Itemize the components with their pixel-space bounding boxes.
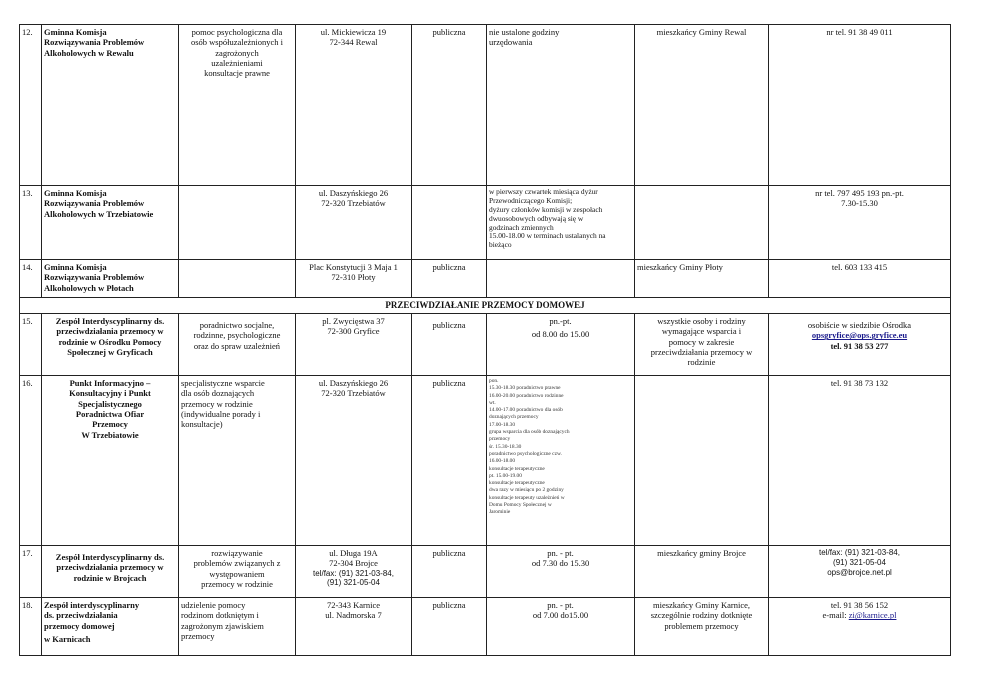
row-number: 13. (20, 186, 42, 260)
section-row (20, 298, 951, 314)
recipients: mieszkańcy Gminy Karnice, szczególnie rodziny dotknięte problemem przemocy (635, 598, 769, 656)
opening-hours: pn.-pt. od 8.00 do 15.00 (487, 314, 635, 376)
address: ul. Daszyńskiego 26 72-320 Trzebiatów (296, 186, 412, 260)
email-link[interactable]: zi@karnice.pl (848, 610, 897, 621)
row-number: 17. (20, 546, 42, 598)
institution-name: Gminna Komisja Rozwiązywania Problemów Alkoholowych w Płotach (42, 260, 179, 298)
opening-hours (487, 260, 635, 298)
contact: tel/fax: (91) 321-03-84, (91) 321-05-04 ops@brojce.net.pl (769, 546, 951, 598)
table-row (20, 546, 951, 598)
institutions-table (19, 24, 951, 656)
contact: tel. 603 133 415 (769, 260, 951, 298)
status (412, 186, 487, 260)
address: ul. Mickiewicza 19 72-344 Rewal (296, 25, 412, 186)
opening-hours: nie ustalone godziny urzędowania (487, 25, 635, 186)
institution-name: Zespół Interdyscyplinarny ds. przeciwdziałania przemocy w rodzinie w Brojcach (42, 546, 179, 598)
recipients: mieszkańcy gminy Brojce (635, 546, 769, 598)
institution-name: Gminna Komisja Rozwiązywania Problemów Alkoholowych w Rewalu (42, 25, 179, 186)
scope-of-help: pomoc psychologiczna dla osób współuzależnionych i zagrożonych uzależnieniami konsultacje prawne (179, 25, 296, 186)
contact: nr tel. 91 38 49 011 (769, 25, 951, 186)
scope-of-help: poradnictwo socjalne, rodzinne, psychologiczne oraz do spraw uzależnień (179, 314, 296, 376)
address: 72-343 Karnice ul. Nadmorska 7 (296, 598, 412, 656)
contact: nr tel. 797 495 193 pn.-pt. 7.30-15.30 (769, 186, 951, 260)
email-link[interactable]: opsgryfice@ops.gryfice.eu (811, 330, 908, 341)
status: publiczna (412, 376, 487, 546)
recipients (635, 376, 769, 546)
institution-name: Punkt Informacyjno – Konsultacyjny i Punkt Specjalistycznego Poradnictwa Ofiar Przemocy W Trzebiatowie (42, 376, 179, 546)
table-row (20, 598, 951, 656)
institution-name: Zespół interdyscyplinarny ds. przeciwdziałania przemocy domowej w Karnicach (42, 598, 179, 656)
status: publiczna (412, 260, 487, 298)
section-heading: PRZECIWDZIAŁANIE PRZEMOCY DOMOWEJ (20, 298, 951, 314)
opening-hours: pn. - pt. od 7.30 do 15.30 (487, 546, 635, 598)
status: publiczna (412, 25, 487, 186)
institution-name: Gminna Komisja Rozwiązywania Problemów Alkoholowych w Trzebiatowie (42, 186, 179, 260)
address: Plac Konstytucji 3 Maja 1 72-310 Płoty (296, 260, 412, 298)
address: ul. Długa 19A 72-304 Brojce tel/fax: (91) 321-03-84, (91) 321-05-04 (296, 546, 412, 598)
status: publiczna (412, 598, 487, 656)
contact: osobiście w siedzibie Ośrodka opsgryfice@ops.gryfice.eu tel. 91 38 53 277 (769, 314, 951, 376)
row-number: 12. (20, 25, 42, 186)
opening-hours: pn. - pt. od 7.00 do15.00 (487, 598, 635, 656)
row-number: 14. (20, 260, 42, 298)
table-row (20, 186, 951, 260)
row-number: 18. (20, 598, 42, 656)
institution-name: Zespół Interdyscyplinarny ds. przeciwdziałania przemocy w rodzinie w Ośrodku Pomocy Społecznej w Gryficach (42, 314, 179, 376)
recipients: mieszkańcy Gminy Rewal (635, 25, 769, 186)
recipients (635, 186, 769, 260)
recipients: mieszkańcy Gminy Płoty (635, 260, 769, 298)
address: pl. Zwycięstwa 37 72-300 Gryfice (296, 314, 412, 376)
table-row (20, 314, 951, 376)
status: publiczna (412, 314, 487, 376)
table-row (20, 260, 951, 298)
contact: tel. 91 38 56 152 e-mail: zi@karnice.pl (769, 598, 951, 656)
scope-of-help (179, 186, 296, 260)
table-row (20, 25, 951, 186)
row-number: 16. (20, 376, 42, 546)
scope-of-help: specjalistyczne wsparcie dla osób doznających przemocy w rodzinie (indywidualne porady i konsultacje) (179, 376, 296, 546)
recipients: wszystkie osoby i rodziny wymagające wsparcia i pomocy w zakresie przeciwdziałania przemocy w rodzinie (635, 314, 769, 376)
row-number: 15. (20, 314, 42, 376)
opening-hours: w pierwszy czwartek miesiąca dyżur Przewodniczącego Komisji; dyżury członków komisji w zespołach dwuosobowych odbywają się w godzinach zmiennych 15.00-18.00 w terminach ustalanych na bieżąco (487, 186, 635, 260)
status: publiczna (412, 546, 487, 598)
address: ul. Daszyńskiego 26 72-320 Trzebiatów (296, 376, 412, 546)
opening-hours: pon. 15.30-18.30 poradnictwo prawne 16.00-20.00 poradnictwo rodzinne wt. 14.00-17.00 poradnictwo dla osób doznających przemocy 17.00-18.30 grupa wsparcia dla osób doznających przemocy śr. 15.30-18.30 poradnictwo psychologiczne czw. 16.00-18.00 konsultacje terapeutyczne pt. 15.00-19.00 konsultacje terapeutyczne dwa razy w miesiącu po 2 godziny konsultacje terapeuty uzależnień w Domu Pomocy Społecznej w Jarominie (487, 376, 635, 546)
scope-of-help: udzielenie pomocy rodzinom dotkniętym i zagrożonym zjawiskiem przemocy (179, 598, 296, 656)
table-row (20, 376, 951, 546)
contact: tel. 91 38 73 132 (769, 376, 951, 546)
scope-of-help (179, 260, 296, 298)
scope-of-help: rozwiązywanie problemów związanych z występowaniem przemocy w rodzinie (179, 546, 296, 598)
